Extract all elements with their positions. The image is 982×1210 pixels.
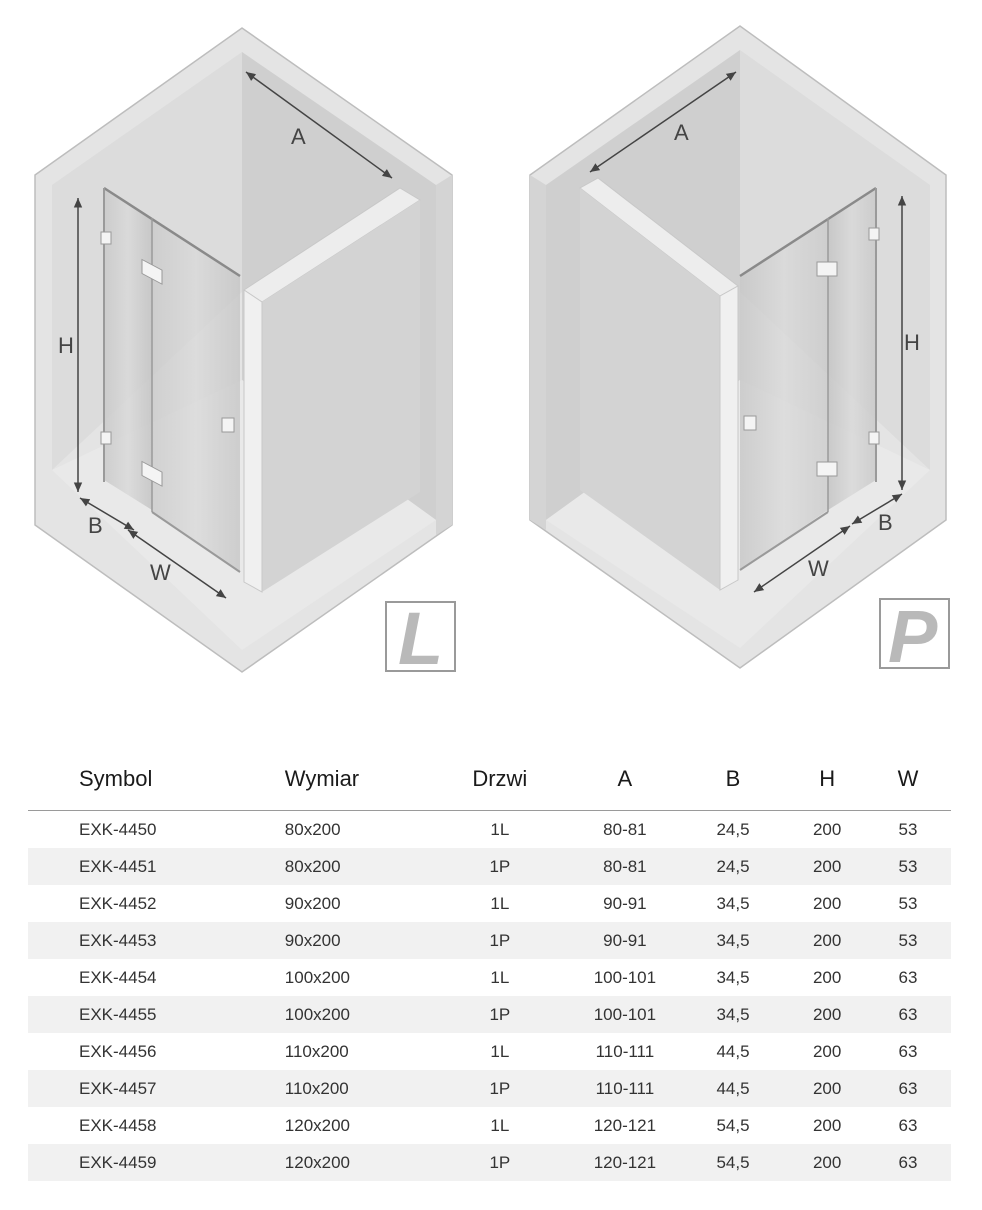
cell-h: 200	[812, 967, 842, 987]
header-symbol: Symbol	[28, 748, 285, 811]
cell-w: 53	[898, 819, 918, 839]
cell-b: 44,5	[716, 1041, 750, 1061]
cell-symbol: EXK-4457	[28, 1070, 285, 1107]
cell-h: 200	[789, 1144, 865, 1181]
cell-h: 200	[812, 893, 842, 913]
cell-w: 63	[898, 1115, 918, 1135]
cell-drzwi: 1P	[427, 848, 574, 885]
cell-h: 200	[812, 1041, 842, 1061]
cell-w: 53	[898, 893, 918, 913]
header-h: H	[789, 748, 865, 811]
cell-drzwi: 1L	[490, 967, 510, 987]
cell-symbol: EXK-4453	[28, 922, 285, 959]
cell-wymiar: 110x200	[285, 1070, 427, 1107]
table-row	[28, 1144, 951, 1181]
table-row	[28, 996, 951, 1033]
label-b-right: B	[878, 510, 893, 535]
diagram-left	[35, 28, 455, 680]
header-drzwi: Drzwi	[427, 748, 574, 811]
label-a-left: A	[291, 124, 306, 149]
cell-wymiar: 80x200	[285, 848, 427, 885]
cell-w: 63	[898, 967, 918, 987]
cell-wymiar: 120x200	[285, 1144, 427, 1181]
cell-wymiar: 120x200	[284, 1115, 351, 1135]
cell-w: 63	[898, 1041, 918, 1061]
wall-column-right-front	[720, 286, 738, 590]
table-header-row	[28, 748, 951, 811]
header-a: A	[573, 748, 677, 811]
cell-w: 53	[865, 848, 951, 885]
cell-b: 34,5	[677, 996, 790, 1033]
label-w-left: W	[150, 560, 171, 585]
cell-symbol: EXK-4456	[79, 1041, 157, 1061]
spec-table	[28, 748, 951, 1181]
table-row	[28, 959, 951, 996]
diagram-right	[530, 26, 949, 678]
table-row	[28, 848, 951, 885]
cell-wymiar: 80x200	[284, 819, 341, 839]
cell-h: 200	[789, 922, 865, 959]
badge-right-letter: P	[888, 595, 938, 678]
badge-left-letter: L	[398, 597, 444, 680]
cell-a: 120-121	[573, 1144, 677, 1181]
cell-w: 63	[865, 996, 951, 1033]
cell-b: 54,5	[716, 1115, 750, 1135]
cell-a: 110-111	[595, 1041, 655, 1061]
label-w-right: W	[808, 556, 829, 581]
cell-b: 24,5	[716, 819, 750, 839]
cell-a: 80-81	[573, 848, 677, 885]
table-row	[28, 1107, 951, 1144]
cell-w: 63	[865, 1144, 951, 1181]
table-row	[28, 885, 951, 922]
cell-symbol: EXK-4450	[79, 819, 157, 839]
cell-a: 90-91	[573, 922, 677, 959]
table-row	[28, 811, 951, 849]
label-b-left: B	[88, 513, 103, 538]
table-row	[28, 1033, 951, 1070]
glass-door-left	[152, 218, 240, 572]
cell-drzwi: 1L	[490, 893, 510, 913]
table-row	[28, 922, 951, 959]
cell-symbol: EXK-4459	[28, 1144, 285, 1181]
label-h-left: H	[58, 333, 74, 358]
cell-h: 200	[789, 848, 865, 885]
cell-drzwi: 1P	[427, 1144, 574, 1181]
cell-h: 200	[789, 1070, 865, 1107]
cell-b: 54,5	[677, 1144, 790, 1181]
cell-h: 200	[789, 996, 865, 1033]
cell-wymiar: 90x200	[285, 922, 427, 959]
cell-a: 100-101	[593, 967, 657, 987]
cell-a: 80-81	[603, 819, 647, 839]
cell-w: 63	[865, 1070, 951, 1107]
cell-h: 200	[812, 819, 842, 839]
header-wymiar: Wymiar	[285, 748, 427, 811]
cell-b: 34,5	[677, 922, 790, 959]
cell-a: 100-101	[573, 996, 677, 1033]
cell-drzwi: 1L	[490, 819, 510, 839]
cell-a: 110-111	[573, 1070, 677, 1107]
cell-wymiar: 90x200	[284, 893, 341, 913]
cell-wymiar: 110x200	[284, 1041, 349, 1061]
cell-h: 200	[812, 1115, 842, 1135]
cell-b: 44,5	[677, 1070, 790, 1107]
cell-drzwi: 1P	[427, 996, 574, 1033]
cell-a: 120-121	[593, 1115, 657, 1135]
cell-symbol: EXK-4458	[79, 1115, 157, 1135]
cell-drzwi: 1L	[490, 1041, 510, 1061]
cell-wymiar: 100x200	[285, 996, 427, 1033]
cell-symbol: EXK-4455	[28, 996, 285, 1033]
wall-column-left-front	[244, 290, 262, 592]
header-w: W	[865, 748, 951, 811]
cell-drzwi: 1L	[490, 1115, 510, 1135]
cell-drzwi: 1P	[427, 922, 574, 959]
cell-symbol: EXK-4452	[79, 893, 157, 913]
cell-b: 34,5	[716, 893, 750, 913]
cell-wymiar: 100x200	[284, 967, 351, 987]
cell-drzwi: 1P	[427, 1070, 574, 1107]
cell-w: 53	[865, 922, 951, 959]
label-h-right: H	[904, 330, 920, 355]
glass-door-right	[740, 218, 828, 570]
table-row	[28, 1070, 951, 1107]
cell-b: 24,5	[677, 848, 790, 885]
cell-symbol: EXK-4451	[28, 848, 285, 885]
cell-symbol: EXK-4454	[79, 967, 157, 987]
label-a-right: A	[674, 120, 689, 145]
cell-a: 90-91	[603, 893, 647, 913]
cell-b: 34,5	[716, 967, 750, 987]
header-b: B	[677, 748, 790, 811]
